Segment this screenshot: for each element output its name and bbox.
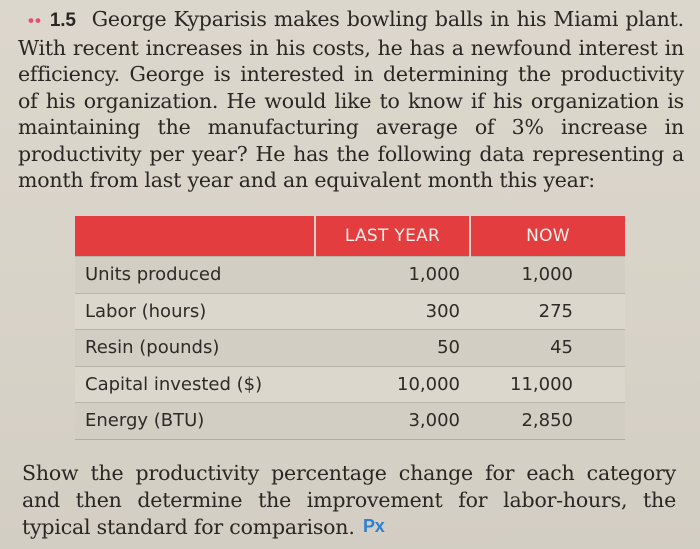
problem-instructions — [22, 460, 676, 541]
row-last-year: 10,000 — [315, 366, 470, 403]
row-now: 2,850 — [470, 403, 625, 440]
problem-intro — [18, 6, 684, 194]
row-label: Capital invested ($) — [75, 366, 315, 403]
table-row — [75, 330, 625, 367]
row-last-year: 1,000 — [315, 257, 470, 294]
px-icon: Px — [362, 516, 385, 536]
row-last-year: 300 — [315, 293, 470, 330]
problem-intro-text: George Kyparisis makes bowling balls in his Miami plant. With recent increases in his costs, he has a newfound interest in efficiency. George is interested in determining the productivity of his organization. He would like to know if his organization is maintaining the manufacturing average of 3% increase in productivity per year? He has the following data representing a month from last year and an equivalent month this year: — [18, 7, 684, 192]
table-header-row — [75, 216, 625, 257]
row-label: Labor (hours) — [75, 293, 315, 330]
problem-instructions-text: Show the productivity percentage change for each category and then determine the improvement for labor-hours, the typical standard for comparison. — [22, 461, 676, 539]
table-row — [75, 403, 625, 440]
table-header-last-year: LAST YEAR — [315, 216, 470, 257]
problem-number: 1.5 — [49, 10, 76, 31]
row-label: Energy (BTU) — [75, 403, 315, 440]
table-header-label — [75, 216, 315, 257]
row-now: 275 — [470, 293, 625, 330]
table-row — [75, 293, 625, 330]
row-now: 1,000 — [470, 257, 625, 294]
table-row — [75, 257, 625, 294]
row-last-year: 50 — [315, 330, 470, 367]
productivity-data-table — [75, 216, 625, 440]
difficulty-dots: •• — [28, 11, 42, 30]
row-label: Resin (pounds) — [75, 330, 315, 367]
row-last-year: 3,000 — [315, 403, 470, 440]
row-now: 45 — [470, 330, 625, 367]
row-label: Units produced — [75, 257, 315, 294]
table-row — [75, 366, 625, 403]
table-header-now: NOW — [470, 216, 625, 257]
row-now: 11,000 — [470, 366, 625, 403]
